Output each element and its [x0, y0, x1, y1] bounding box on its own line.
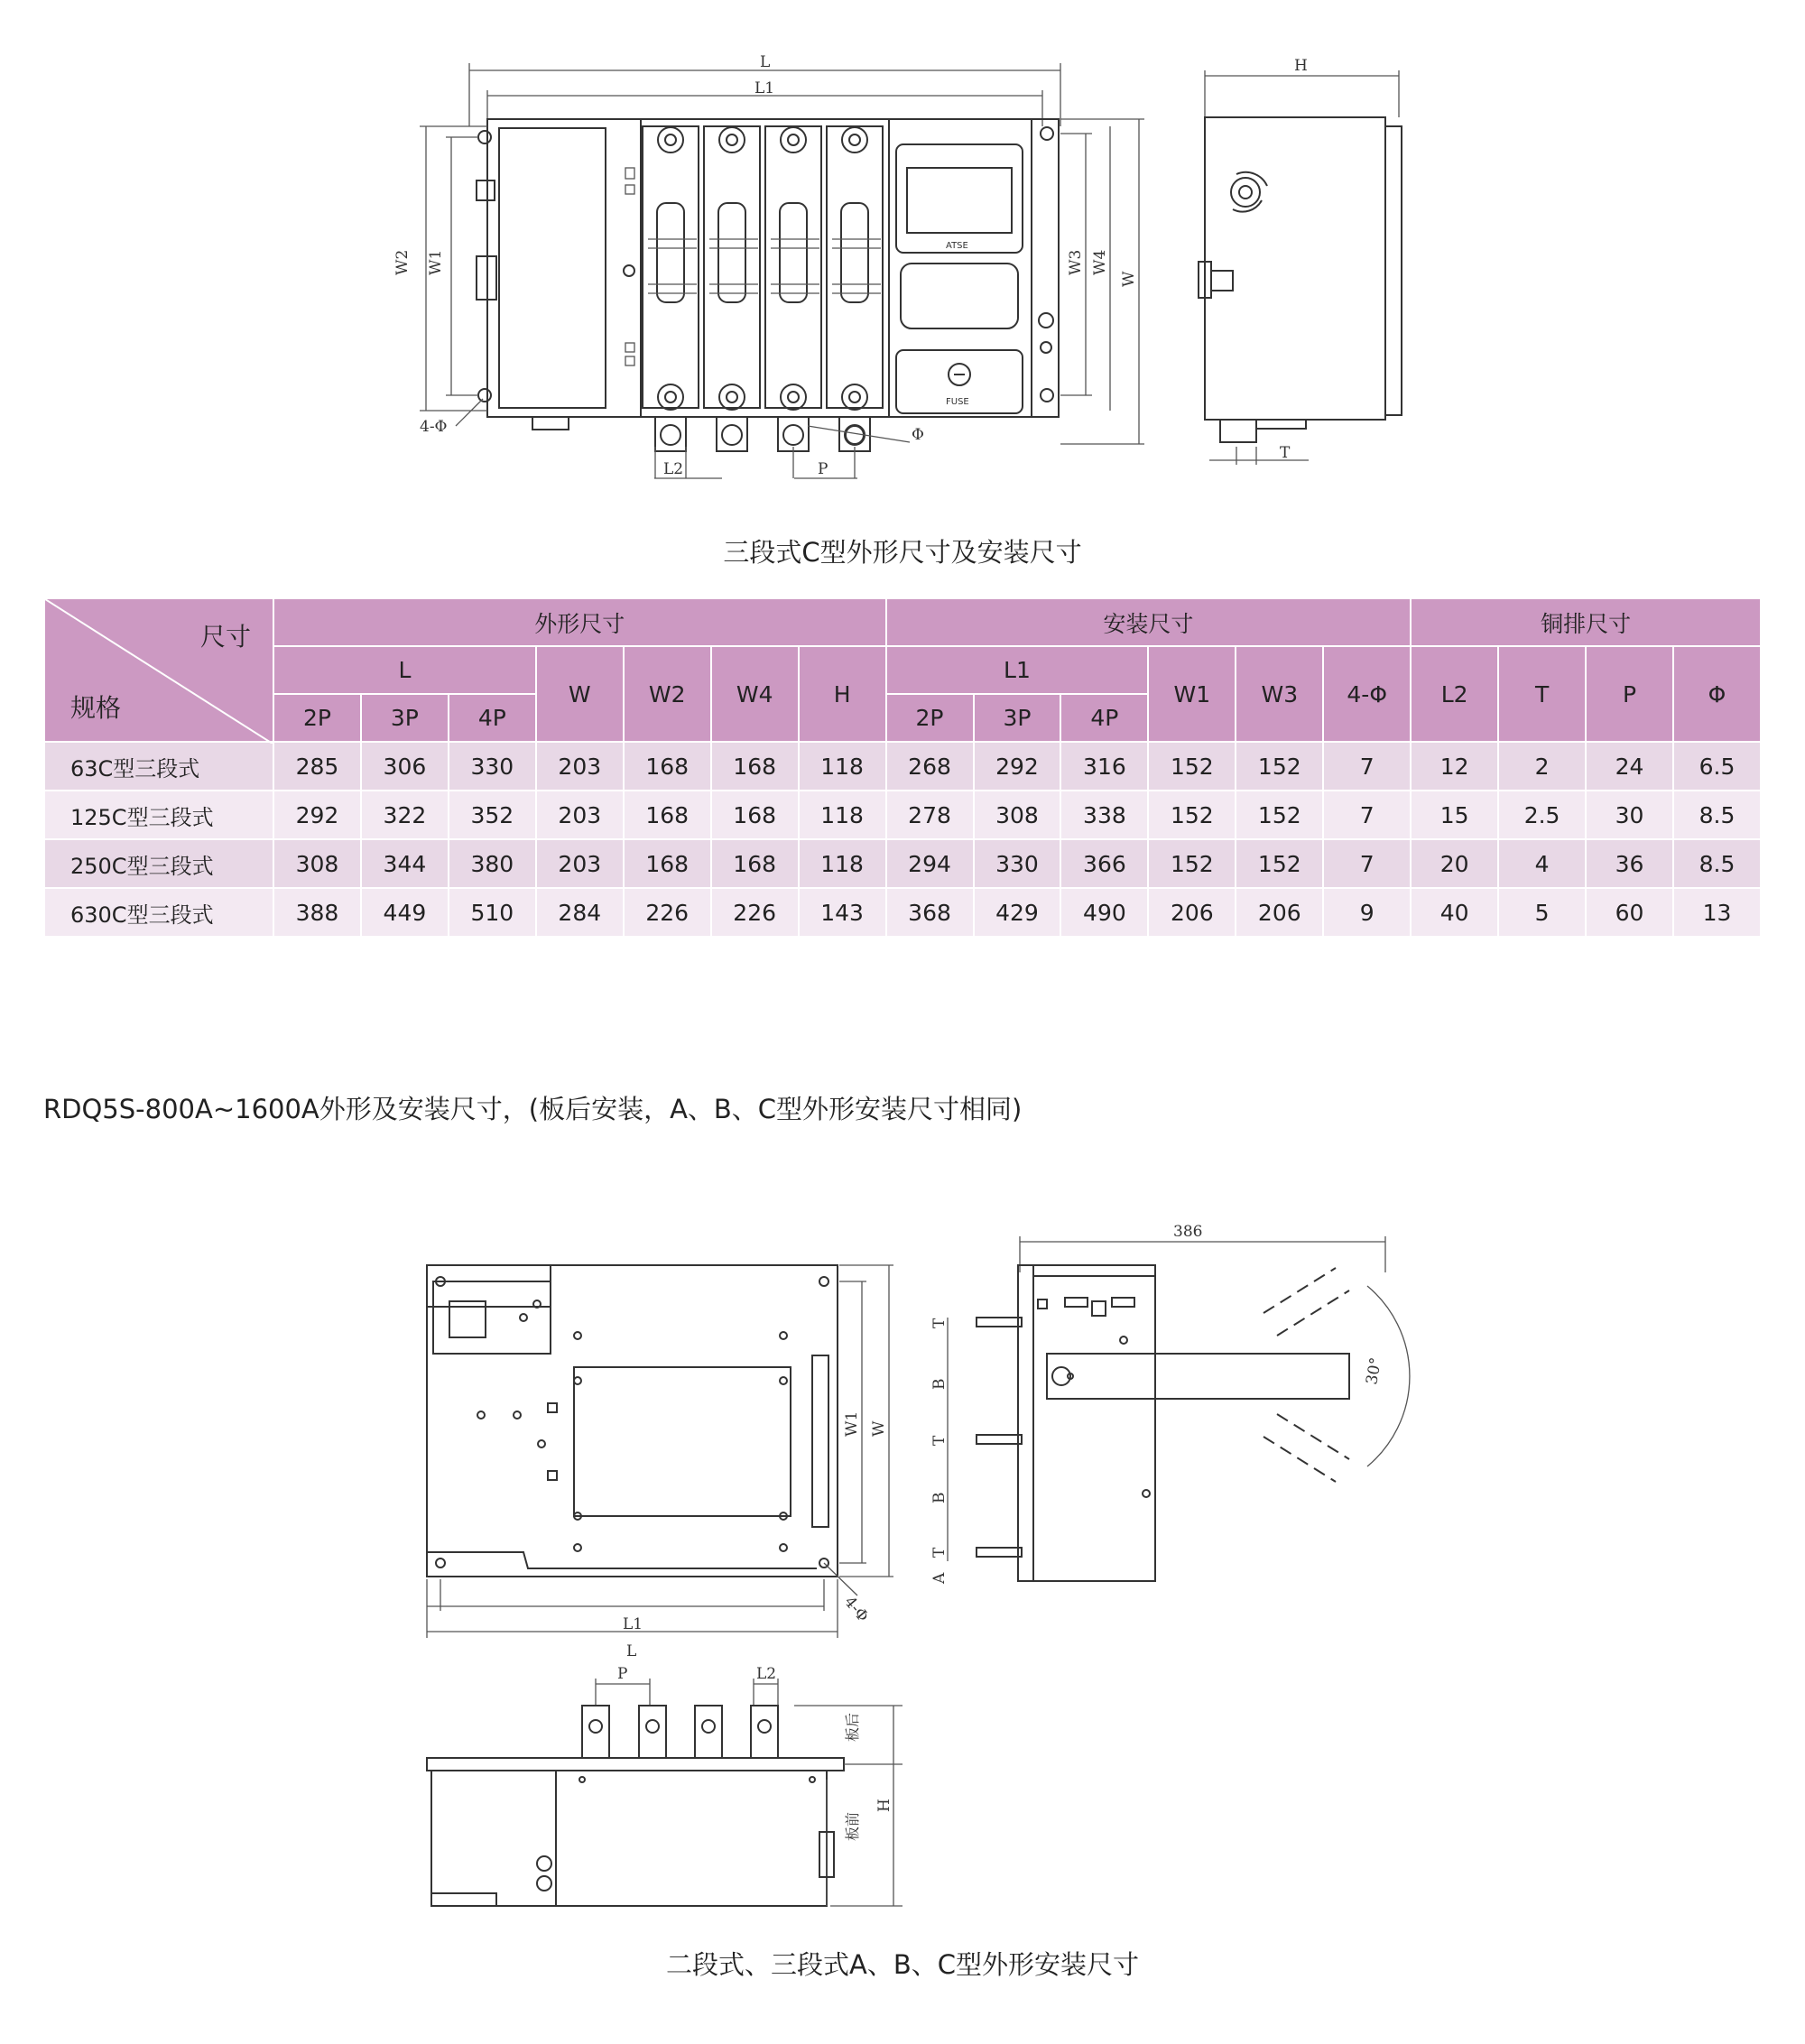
value-cell: 294: [887, 840, 973, 887]
value-cell: 143: [800, 889, 885, 936]
fuse-label: FUSE: [946, 397, 969, 407]
model-cell: 125C型三段式: [45, 791, 273, 838]
col-T: T: [1499, 647, 1585, 741]
col-W: W: [537, 647, 623, 741]
col-L1: L1: [887, 647, 1148, 693]
value-cell: 4: [1499, 840, 1585, 887]
value-cell: 30: [1587, 791, 1672, 838]
value-cell: 226: [625, 889, 710, 936]
value-cell: 168: [625, 791, 710, 838]
dim2-front-label: 板前: [844, 1811, 861, 1841]
value-cell: 118: [800, 743, 885, 790]
dim-W-label: W: [1120, 271, 1138, 287]
dim2-angle-label: 30°: [1363, 1355, 1386, 1386]
value-cell: 203: [537, 791, 623, 838]
value-cell: 366: [1061, 840, 1147, 887]
value-cell: 206: [1236, 889, 1322, 936]
dim2-L2-label: L2: [756, 1665, 777, 1683]
diagram2-caption: 二段式、三段式A、B、C型外形安装尺寸: [666, 1949, 1139, 1980]
value-cell: 8.5: [1674, 840, 1760, 887]
col-W3: W3: [1236, 647, 1322, 741]
dim-phi-label: Φ: [912, 426, 924, 444]
col-L1-2p: 2P: [887, 695, 973, 741]
value-cell: 12: [1412, 743, 1497, 790]
col-W2: W2: [625, 647, 710, 741]
col-L1-3p: 3P: [975, 695, 1060, 741]
value-cell: 15: [1412, 791, 1497, 838]
value-cell: 268: [887, 743, 973, 790]
model-cell: 630C型三段式: [45, 889, 273, 936]
value-cell: 2: [1499, 743, 1585, 790]
value-cell: 40: [1412, 889, 1497, 936]
dim2-W-label: W: [870, 1420, 888, 1437]
dim2-B2-label: B: [930, 1492, 949, 1503]
value-cell: 226: [712, 889, 798, 936]
col-L1-4p: 4P: [1061, 695, 1147, 741]
value-cell: 368: [887, 889, 973, 936]
value-cell: 292: [274, 791, 360, 838]
value-cell: 13: [1674, 889, 1760, 936]
value-cell: 152: [1236, 791, 1322, 838]
dim2-386-label: 386: [1173, 1223, 1203, 1241]
dim-W2-label: W2: [393, 249, 412, 275]
value-cell: 118: [800, 840, 885, 887]
value-cell: 344: [362, 840, 448, 887]
pole-modules: [643, 126, 883, 451]
side-T-label: T: [1280, 444, 1291, 462]
dim-W1-label: W1: [427, 249, 445, 275]
section-heading: RDQ5S-800A~1600A外形及安装尺寸，(板后安装，A、B、C型外形安装尺寸相同): [43, 1094, 1023, 1124]
dim-W4-label: W4: [1091, 249, 1109, 275]
col-L-4p: 4P: [449, 695, 535, 741]
dim-W3-label: W3: [1067, 249, 1085, 275]
value-cell: 308: [975, 791, 1060, 838]
dim2-A-label: A: [930, 1572, 949, 1584]
value-cell: 152: [1149, 840, 1235, 887]
diagram-c-type-dimensions: [0, 0, 1805, 523]
value-cell: 7: [1324, 791, 1410, 838]
dim2-T1-label: T: [930, 1318, 949, 1328]
value-cell: 449: [362, 889, 448, 936]
value-cell: 203: [537, 743, 623, 790]
value-cell: 6.5: [1674, 743, 1760, 790]
diagram1-caption: 三段式C型外形尺寸及安装尺寸: [723, 537, 1082, 568]
dim2-H-label: H: [875, 1799, 893, 1812]
dim2-W1-label: W1: [843, 1410, 861, 1437]
col-L-2p: 2P: [274, 695, 360, 741]
dim2-T3-label: T: [930, 1547, 949, 1558]
corner-size-label: 尺寸: [199, 622, 251, 652]
value-cell: 352: [449, 791, 535, 838]
col-L: L: [274, 647, 535, 693]
value-cell: 60: [1587, 889, 1672, 936]
value-cell: 24: [1587, 743, 1672, 790]
value-cell: 203: [537, 840, 623, 887]
value-cell: 152: [1149, 743, 1235, 790]
col-H: H: [800, 647, 885, 741]
model-cell: 63C型三段式: [45, 743, 273, 790]
model-cell: 250C型三段式: [45, 840, 273, 887]
side-H-label: H: [1294, 57, 1308, 75]
side-view: [1199, 57, 1402, 465]
value-cell: 388: [274, 889, 360, 936]
table-row: [45, 791, 1760, 838]
value-cell: 2.5: [1499, 791, 1585, 838]
value-cell: 9: [1324, 889, 1410, 936]
col-W1: W1: [1149, 647, 1235, 741]
table-row: [45, 889, 1760, 936]
value-cell: 338: [1061, 791, 1147, 838]
dim2-P-label: P: [617, 1665, 628, 1683]
value-cell: 308: [274, 840, 360, 887]
value-cell: 322: [362, 791, 448, 838]
value-cell: 306: [362, 743, 448, 790]
value-cell: 278: [887, 791, 973, 838]
value-cell: 330: [449, 743, 535, 790]
dim-P-label: P: [818, 460, 828, 478]
col-phi: Φ: [1674, 647, 1760, 741]
diagram-800-1600a-dimensions: [0, 1200, 1805, 1922]
col-P: P: [1587, 647, 1672, 741]
group-outer: 外形尺寸: [274, 599, 885, 645]
dim2-T2-label: T: [930, 1435, 949, 1446]
value-cell: 152: [1236, 743, 1322, 790]
value-cell: 7: [1324, 743, 1410, 790]
dim2-L1-label: L1: [623, 1615, 643, 1633]
value-cell: 8.5: [1674, 791, 1760, 838]
value-cell: 168: [712, 743, 798, 790]
value-cell: 510: [449, 889, 535, 936]
atse-label: ATSE: [946, 241, 968, 251]
table-corner-cell: [45, 599, 273, 741]
value-cell: 429: [975, 889, 1060, 936]
dim2-L-label: L: [626, 1642, 637, 1660]
dim-L1-label: L1: [754, 79, 775, 97]
value-cell: 285: [274, 743, 360, 790]
table-row: [45, 840, 1760, 887]
value-cell: 168: [625, 840, 710, 887]
value-cell: 168: [712, 840, 798, 887]
value-cell: 284: [537, 889, 623, 936]
value-cell: 168: [625, 743, 710, 790]
dim-L2-label: L2: [663, 460, 684, 478]
value-cell: 152: [1149, 791, 1235, 838]
spec-table: [43, 597, 1762, 938]
group-install: 安装尺寸: [887, 599, 1411, 645]
spec-table-body: [45, 743, 1760, 936]
value-cell: 490: [1061, 889, 1147, 936]
value-cell: 36: [1587, 840, 1672, 887]
table-row: [45, 743, 1760, 790]
value-cell: 7: [1324, 840, 1410, 887]
value-cell: 380: [449, 840, 535, 887]
value-cell: 5: [1499, 889, 1585, 936]
value-cell: 316: [1061, 743, 1147, 790]
value-cell: 206: [1149, 889, 1235, 936]
group-busbar: 铜排尺寸: [1412, 599, 1760, 645]
value-cell: 168: [712, 791, 798, 838]
value-cell: 152: [1236, 840, 1322, 887]
value-cell: 292: [975, 743, 1060, 790]
dim2-back-label: 板后: [844, 1712, 861, 1742]
col-L2: L2: [1412, 647, 1497, 741]
dim-holes-label: 4-Φ: [420, 418, 448, 436]
value-cell: 118: [800, 791, 885, 838]
dim-L-label: L: [760, 53, 771, 71]
col-hole: 4-Φ: [1324, 647, 1410, 741]
corner-spec-label: 规格: [70, 693, 122, 723]
value-cell: 330: [975, 840, 1060, 887]
dim2-B1-label: B: [930, 1378, 949, 1390]
col-L-3p: 3P: [362, 695, 448, 741]
dim2-holes-label: 4-Φ: [840, 1593, 873, 1626]
value-cell: 20: [1412, 840, 1497, 887]
col-W4: W4: [712, 647, 798, 741]
